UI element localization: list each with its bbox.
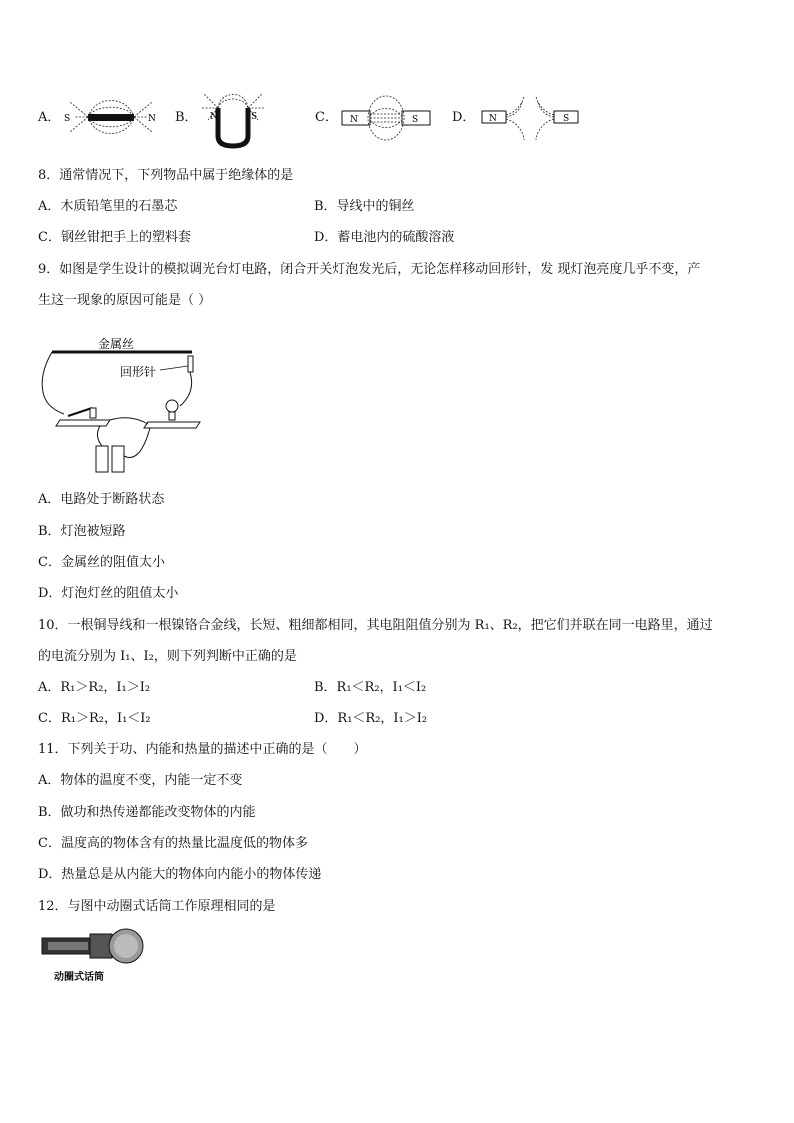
q9-clip-label: 回形针: [120, 365, 157, 379]
q10-option-b[interactable]: B．R₁＜R₂，I₁＜I₂: [314, 680, 427, 695]
q7-d-left-pole: N: [489, 114, 497, 124]
q10-stem-line1: 10．一根铜导线和一根镍铬合金线，长短、粗细都相同，其电阻阻值分别为 R₁、R₂，把它们并联在同一电路里，通过: [38, 618, 713, 633]
q12-stem: 12．与图中动圈式话筒工作原理相同的是: [38, 899, 276, 914]
q7-option-b-figure: [198, 86, 268, 150]
q9-stem-line2: 生这一现象的原因可能是（ ）: [38, 293, 212, 308]
q9-stem-line1: 9．如图是学生设计的模拟调光台灯电路，闭合开关灯泡发光后，无论怎样移动回形针，发 现灯泡亮度几乎不变，产: [38, 262, 701, 277]
q8-stem: 8．通常情况下，下列物品中属于绝缘体的是: [38, 168, 294, 183]
q9-option-b[interactable]: B．灯泡被短路: [38, 524, 126, 539]
q10-stem-line2: 的电流分别为 I₁、I₂，则下列判断中正确的是: [38, 649, 297, 664]
q9-wire-label: 金属丝: [98, 337, 135, 351]
q7-option-b-label: B．: [175, 110, 198, 125]
q9-option-d[interactable]: D．灯泡灯丝的阻值太小: [38, 586, 179, 601]
q7-option-d-figure: [478, 94, 582, 142]
q7-option-c-label: C．: [315, 110, 338, 125]
q7-c-right-pole: S: [412, 115, 419, 125]
q7-a-left-pole: S: [64, 114, 71, 124]
q7-a-right-pole: N: [148, 114, 156, 124]
q7-option-c-figure: [338, 92, 434, 144]
q8-option-d[interactable]: D．蓄电池内的硫酸溶液: [314, 230, 455, 245]
q10-option-d[interactable]: D．R₁＜R₂，I₁＞I₂: [314, 711, 428, 726]
q7-option-d-label: D．: [452, 110, 476, 125]
q12-microphone-figure: [40, 922, 150, 986]
q9-option-c[interactable]: C．金属丝的阻值太小: [38, 555, 165, 570]
q8-option-a[interactable]: A．木质铅笔里的石墨芯: [38, 199, 178, 214]
q7-b-left-pole: N: [210, 112, 218, 122]
q7-b-right-pole: S: [251, 112, 258, 122]
q12-figure-caption: 动圈式话筒: [54, 972, 104, 983]
q11-option-b[interactable]: B．做功和热传递都能改变物体的内能: [38, 805, 256, 820]
q11-option-c[interactable]: C．温度高的物体含有的热量比温度低的物体多: [38, 836, 308, 851]
q7-option-a-label: A．: [38, 110, 61, 125]
q11-stem: 11．下列关于功、内能和热量的描述中正确的是（ ）: [38, 742, 367, 757]
q9-option-a[interactable]: A．电路处于断路状态: [38, 492, 165, 507]
q8-option-b[interactable]: B．导线中的铜丝: [314, 199, 415, 214]
q11-option-a[interactable]: A．物体的温度不变，内能一定不变: [38, 773, 243, 788]
q10-option-a[interactable]: A．R₁＞R₂，I₁＞I₂: [38, 680, 151, 695]
q11-option-d[interactable]: D．热量总是从内能大的物体向内能小的物体传递: [38, 867, 322, 882]
q10-option-c[interactable]: C．R₁＞R₂，I₁＜I₂: [38, 711, 151, 726]
q7-c-left-pole: N: [350, 115, 358, 125]
q8-option-c[interactable]: C．钢丝钳把手上的塑料套: [38, 230, 191, 245]
q7-option-a-figure: [60, 90, 160, 146]
q7-d-right-pole: S: [563, 114, 570, 124]
q9-circuit-figure: [40, 336, 210, 478]
